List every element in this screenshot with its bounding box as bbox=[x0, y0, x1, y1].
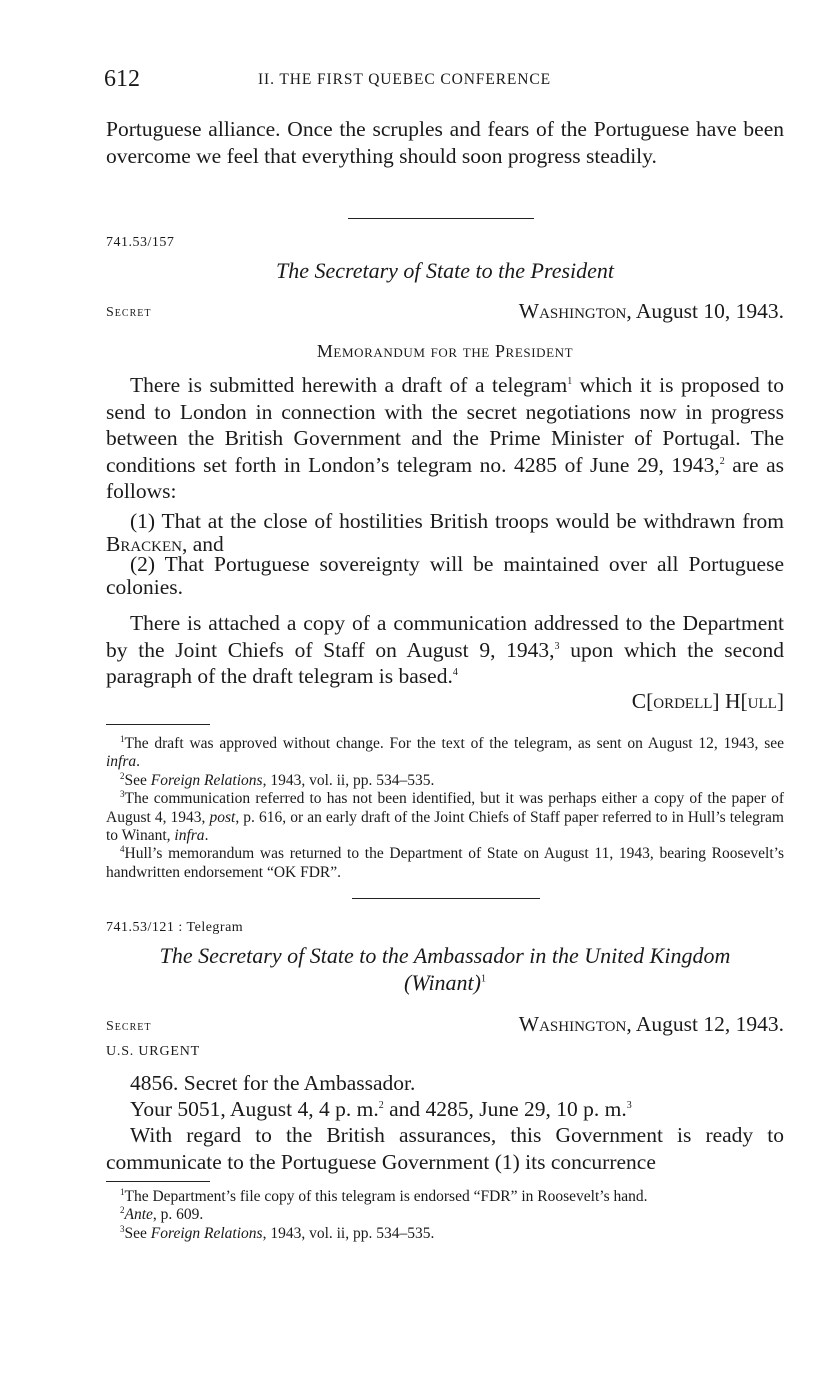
footnote-text: Foreign Relations bbox=[150, 771, 263, 789]
footnote-text: The communication referred to has not been identified, but it was perhaps either a copy of the paper of August 4, 1943, bbox=[106, 790, 784, 826]
footnotes-doc1 bbox=[106, 735, 784, 882]
memo-heading: Memorandum for the President bbox=[316, 341, 574, 361]
text-run: which it is proposed to send to London in connection with the secret negotiations now in progress between the British Government and the Prime Minister of Portugal. The conditions set forth in London’s telegram no. 4285 of June 29, 1943, bbox=[106, 373, 784, 477]
memo-paragraph-2 bbox=[106, 610, 784, 690]
sig-part: C[ bbox=[631, 689, 654, 713]
text-run: There is attached a copy of a communication addressed to the Department by the Joint Chiefs of Staff on August 9, 1943, bbox=[106, 611, 784, 662]
section-divider bbox=[352, 898, 540, 899]
signature bbox=[632, 689, 784, 714]
text-run: , and bbox=[182, 532, 224, 556]
footnotes-doc2 bbox=[106, 1188, 784, 1243]
footnote-number: 4 bbox=[120, 844, 125, 855]
footnote-number: 1 bbox=[120, 733, 125, 744]
telegram-line-2 bbox=[106, 1096, 784, 1123]
footnote-number: 3 bbox=[120, 789, 125, 800]
footnote-text: . bbox=[204, 827, 209, 845]
title-text: (Winant) bbox=[404, 970, 481, 995]
footnote-ref: 2 bbox=[719, 455, 725, 467]
file-number: 741.53/121 : Telegram bbox=[106, 920, 244, 935]
text-run: Your 5051, August 4, 4 p. m. bbox=[130, 1097, 379, 1121]
footnote-text: The draft was approved without change. For the text of the telegram, as sent on August 12, 1943, see bbox=[124, 735, 784, 752]
footnote-ref: 1 bbox=[567, 375, 573, 387]
footnote-text: Hull’s memorandum was returned to the Department of State on August 11, 1943, bearing Roosevelt’s handwritten endorsement “OK FDR”. bbox=[106, 845, 784, 881]
footnote-text: , 1943, vol. ii, pp. 534–535. bbox=[262, 1224, 435, 1242]
urgency-label: U.S. URGENT bbox=[106, 1044, 200, 1059]
section-divider bbox=[348, 218, 534, 219]
page-header bbox=[104, 66, 784, 96]
footnote-text: Foreign Relations bbox=[150, 1224, 263, 1242]
footnote-rule bbox=[106, 1181, 210, 1182]
running-head: II. THE FIRST QUEBEC CONFERENCE bbox=[258, 71, 551, 88]
telegram-line-1: 4856. Secret for the Ambassador. bbox=[130, 1071, 416, 1095]
footnote bbox=[106, 1188, 784, 1206]
text-run: (1) That at the close of hostilities British troops would be withdrawn from bbox=[130, 509, 784, 533]
footnote-number: 2 bbox=[120, 1205, 125, 1216]
footnote-text: infra bbox=[106, 753, 137, 771]
text-run: upon which the second paragraph of the draft telegram is based. bbox=[106, 637, 784, 688]
footnote-text: , 1943, vol. ii, pp. 534–535. bbox=[262, 771, 435, 789]
footnote-text: post bbox=[209, 808, 236, 826]
document-title: The Secretary of State to the President bbox=[275, 258, 615, 283]
footnote bbox=[106, 845, 784, 882]
footnote-ref: 1 bbox=[481, 973, 486, 985]
footnote-text: See bbox=[124, 771, 151, 789]
dateline bbox=[519, 299, 784, 324]
dateline bbox=[519, 1012, 784, 1037]
footnote bbox=[106, 790, 784, 845]
document-title bbox=[106, 942, 784, 996]
dateline-date: , August 12, 1943. bbox=[626, 1012, 784, 1036]
sig-part: ] H[ bbox=[712, 689, 748, 713]
footnote-text: , p. 616, or an early draft of the Joint Chiefs of Staff paper referred to in Hull’s telegram to Winant, bbox=[106, 808, 784, 845]
footnote-text: See bbox=[124, 1224, 151, 1242]
text-run: and 4285, June 29, 10 p. m. bbox=[383, 1097, 627, 1121]
classification-label: Secret bbox=[106, 305, 152, 320]
footnote-ref: 4 bbox=[452, 666, 458, 678]
title-line: The Secretary of State to the Ambassador in the United Kingdom bbox=[159, 943, 731, 968]
footnote bbox=[106, 735, 784, 772]
footnote-ref: 3 bbox=[554, 640, 560, 652]
sig-part: ull bbox=[747, 689, 777, 713]
title-line bbox=[106, 969, 784, 996]
file-number: 741.53/157 bbox=[106, 235, 175, 250]
footnote-text: , p. 609. bbox=[152, 1206, 204, 1224]
dateline-place: Washington bbox=[518, 299, 627, 323]
text-run: There is submitted herewith a draft of a telegram bbox=[130, 373, 568, 397]
footnote-text: The Department’s file copy of this telegram is endorsed “FDR” in Roosevelt’s hand. bbox=[124, 1188, 648, 1205]
footnote-rule bbox=[106, 724, 210, 725]
footnote-ref: 3 bbox=[626, 1099, 632, 1111]
footnote-text: infra bbox=[174, 827, 205, 845]
dateline-place: Washington bbox=[518, 1012, 627, 1036]
classification-label: Secret bbox=[106, 1019, 152, 1034]
footnote bbox=[106, 1206, 784, 1224]
footnote bbox=[106, 772, 784, 790]
continuation-paragraph: Portuguese alliance. Once the scruples and fears of the Portuguese have been overcome we feel that everything should soon progress steadily. bbox=[106, 117, 784, 168]
sig-part: ordell bbox=[653, 689, 713, 713]
footnote-ref: 2 bbox=[378, 1099, 384, 1111]
condition-2: (2) That Portuguese sovereignty will be maintained over all Portuguese colonies. bbox=[106, 552, 784, 599]
text-run: are as follows: bbox=[106, 452, 784, 503]
footnote-number: 3 bbox=[120, 1223, 125, 1234]
footnote-text: . bbox=[136, 753, 141, 771]
sig-part: ] bbox=[776, 689, 784, 713]
footnote-number: 1 bbox=[120, 1186, 125, 1197]
page-number: 612 bbox=[104, 66, 140, 92]
footnote-number: 2 bbox=[120, 770, 125, 781]
footnote-text: Ante bbox=[124, 1206, 153, 1224]
condition-1 bbox=[106, 510, 784, 556]
telegram-paragraph: With regard to the British assurances, this Government is ready to communicate to the Portuguese Government (1) its concurrence bbox=[106, 1123, 784, 1174]
codename: Bracken bbox=[106, 532, 183, 556]
dateline-date: , August 10, 1943. bbox=[626, 299, 784, 323]
memo-paragraph-1 bbox=[106, 372, 784, 505]
footnote bbox=[106, 1225, 784, 1243]
